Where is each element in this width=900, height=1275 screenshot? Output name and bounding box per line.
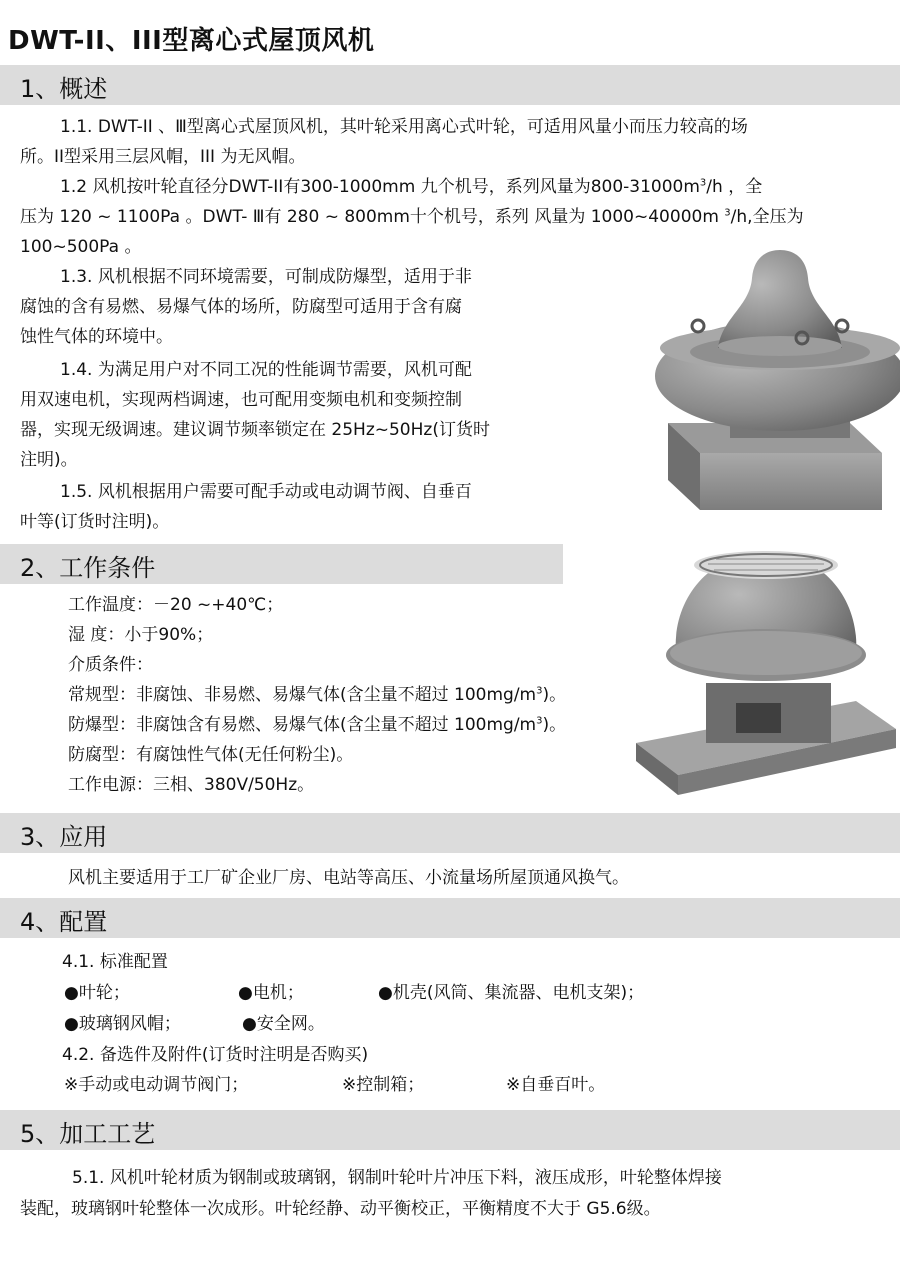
overview-1-5-line1: 1.5. 风机根据用户需要可配手动或电动调节阀、自垂百 bbox=[60, 482, 472, 502]
section-header-overview: 1、概述 bbox=[0, 65, 900, 105]
overview-1-4-line4: 注明)。 bbox=[20, 450, 78, 470]
dwt-iii-fan-image bbox=[636, 543, 898, 805]
application-text: 风机主要适用于工厂矿企业厂房、电站等高压、小流量场所屋顶通风换气。 bbox=[68, 868, 629, 888]
overview-1-2-line3: 100~500Pa 。 bbox=[20, 237, 142, 257]
config-standard-label: 4.1. 标准配置 bbox=[62, 952, 168, 972]
overview-1-1-line1: 1.1. DWT-II 、Ⅲ型离心式屋顶风机，其叶轮采用离心式叶轮，可适用风量小而压力较高的场 bbox=[60, 117, 748, 137]
config-item-motor: ●电机； bbox=[238, 983, 304, 1003]
condition-normal-type: 常规型：非腐蚀、非易燃、易爆气体(含尘量不超过 $100mg/m^3$)。 bbox=[68, 685, 567, 705]
condition-power-supply: 工作电源：三相、380V/50Hz。 bbox=[68, 775, 315, 795]
overview-1-3-line3: 蚀性气体的环境中。 bbox=[20, 327, 173, 347]
overview-1-5-line2: 叶等(订货时注明)。 bbox=[20, 512, 170, 532]
config-option-louver: ※自垂百叶。 bbox=[506, 1075, 606, 1095]
config-item-impeller: ●叶轮； bbox=[64, 983, 130, 1003]
condition-explosion-proof-type: 防爆型：非腐蚀含有易燃、易爆气体(含尘量不超过 $100mg/m^3$)。 bbox=[68, 715, 567, 735]
section-header-conditions: 2、工作条件 bbox=[0, 544, 563, 584]
config-item-safety-net: ●安全网。 bbox=[242, 1014, 325, 1034]
overview-1-2-line1: 1.2 风机按叶轮直径分DWT-II有300-1000mm 九个机号，系列风量为$800-31000m^3/h$ ，全 bbox=[60, 177, 763, 197]
condition-medium-label: 介质条件： bbox=[68, 655, 153, 675]
condition-anticorrosion-type: 防腐型：有腐蚀性气体(无任何粉尘)。 bbox=[68, 745, 354, 765]
page-title: DWT-II、III型离心式屋顶风机 bbox=[8, 26, 375, 56]
dwt-ii-fan-image bbox=[640, 248, 900, 528]
section-header-configuration: 4、配置 bbox=[0, 898, 900, 938]
process-line1: 5.1. 风机叶轮材质为钢制或玻璃钢，钢制叶轮叶片冲压下料，液压成形，叶轮整体焊接 bbox=[72, 1168, 722, 1188]
process-line2: 装配，玻璃钢叶轮整体一次成形。叶轮经静、动平衡校正，平衡精度不大于 G5.6级。 bbox=[20, 1199, 661, 1219]
config-optional-label: 4.2. 备选件及附件(订货时注明是否购买) bbox=[62, 1045, 369, 1065]
overview-1-3-line2: 腐蚀的含有易燃、易爆气体的场所，防腐型可适用于含有腐 bbox=[20, 297, 462, 317]
overview-1-4-line3: 器，实现无级调速。建议调节频率锁定在 25Hz~50Hz(订货时 bbox=[20, 420, 490, 440]
overview-1-3-line1: 1.3. 风机根据不同环境需要，可制成防爆型，适用于非 bbox=[60, 267, 472, 287]
condition-temperature: 工作温度：－20 ~+40℃； bbox=[68, 595, 284, 615]
overview-1-4-line1: 1.4. 为满足用户对不同工况的性能调节需要，风机可配 bbox=[60, 360, 472, 380]
config-item-frp-hood: ●玻璃钢风帽； bbox=[64, 1014, 181, 1034]
config-item-casing: ●机壳(风筒、集流器、电机支架)； bbox=[378, 983, 645, 1003]
config-option-valve: ※手动或电动调节阀门； bbox=[64, 1075, 249, 1095]
overview-1-1-line2: 所。II型采用三层风帽，III 为无风帽。 bbox=[20, 147, 306, 167]
config-option-control-box: ※控制箱； bbox=[342, 1075, 425, 1095]
condition-humidity: 湿 度：小于90%； bbox=[68, 625, 214, 645]
overview-1-2-line2: 压为 120 ~ 1100Pa 。DWT- Ⅲ有 280 ~ 800mm十个机号，系列 风量为 1000~40000m $^3$/h,全压为 bbox=[20, 207, 804, 227]
overview-1-4-line2: 用双速电机，实现两档调速，也可配用变频电机和变频控制 bbox=[20, 390, 462, 410]
section-header-application: 3、应用 bbox=[0, 813, 900, 853]
section-header-process: 5、加工工艺 bbox=[0, 1110, 900, 1150]
